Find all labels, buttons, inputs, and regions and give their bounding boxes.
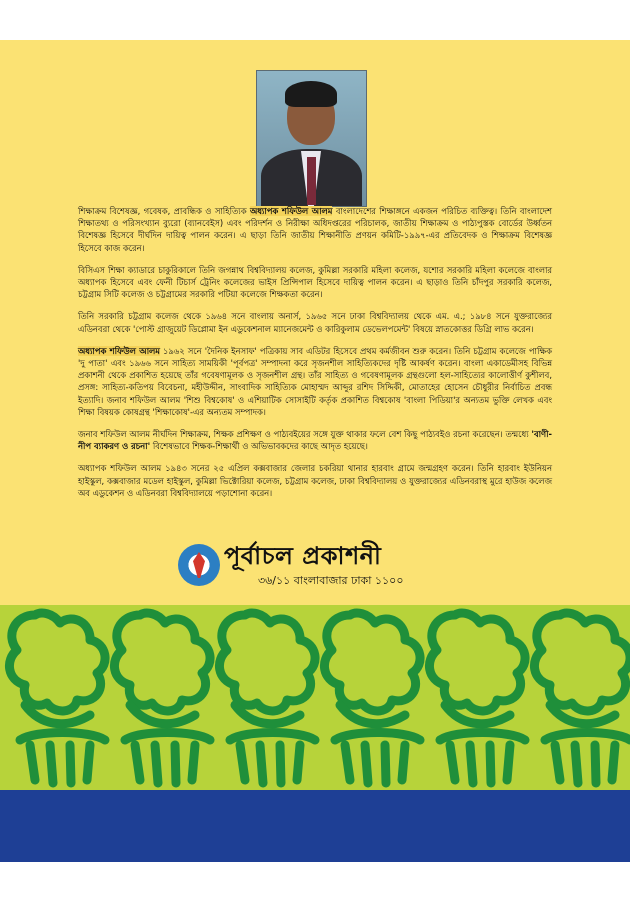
author-biography [78, 205, 552, 509]
bio-text: বাংলাদেশের শিক্ষাঙ্গনে একজন পরিচিত ব্যক্তিত্ব। তিনি বাংলাদেশ শিক্ষাতথ্য ও পরিসংখ্যান ব্যুরো (ব্যানবেইস) এবং পরিদর্শন ও নিরীক্ষা অধিদপ্তরের পরিচালক, জাতীয় শিক্ষাক্রম ও পাঠ্যপুস্তক বোর্ডের উর্ধ্বতন বিশেষজ্ঞ হিসেবে দীর্ঘদিন দায়িত্ব পালন করেন। এ ছাড়া তিনি জাতীয় শিক্ষানীতি প্রণয়ন কমিটি-১৯৯৭-এর প্রতিবেদক ও শিক্ষাক্রম বিশেষজ্ঞ হিসেবে কাজ করেন। [78, 206, 552, 253]
bio-text: ১৯৬২ সনে 'দৈনিক ইনসাফ' পত্রিকায় সাব এডিটর হিসেবে প্রথম কর্মজীবন শুরু করেন। তিনি চট্টগ্রাম কলেজে পাক্ষিক 'দু পাতা' এবং ১৯৬৬ সনে সাহিত্য সাময়িকী 'পূর্বপত্র' সম্পাদনা করে সৃজনশীল সাহিত্যিকদের দৃষ্টি আকর্ষণ করেন। বাংলা একাডেমীসহ বিভিন্ন প্রকাশনী থেকে প্রকাশিত হয়েছে তাঁর গবেষণামূলক ও সৃজনশীল গ্রন্থ। তাঁর সাহিত্য ও গবেষণামূলক গ্রন্থগুলো হল-সাহিত্যের কালোত্তীর্ণ কুশীলব, প্রসঙ্গ: সাহিত্য-কতিপয় বিবেচনা, মহীউদ্দীন, সাংবাদিক সাহিত্যিক মোহাম্মদ আব্দুর রশিদ সিদ্দিকী, মোতাহের হোসেন চৌধুরীর নির্বাচিত প্রবন্ধ ইত্যাদি। জনাব শফিউল আলম 'শিশু বিশ্বকোষ' ও এশিয়াটিক সোসাইটি কর্তৃক প্রকাশিত বিশ্বকোষ 'বাংলা পিডিয়া'র অন্যতম ভুক্তি লেখক এবং শিক্ষা বিষয়ক কোষগ্রন্থ 'শিক্ষাকোষ'-এর অন্যতম সম্পাদক। [78, 345, 553, 417]
ornament-band [0, 605, 630, 790]
bio-text: বিসিএস শিক্ষা ক্যাডারে চাকুরিকালে তিনি জগন্নাথ বিশ্ববিদ্যালয় কলেজ, কুমিল্লা সরকারি মহিলা কলেজ, যশোর সরকারি মহিলা কলেজে বাংলার অধ্যাপক হিসেবে এবং ফেনী টিচার্স ট্রেনিং কলেজের ভাইস প্রিন্সিপাল হিসেবে দায়িত্ব পালন করেন। এ ছাড়াও তিনি চাঁদপুর সরকারি কলেজ, চট্টগ্রাম সিটি কলেজ ও চট্টগ্রামের সরকারি পটিয়া কলেজে শিক্ষকতা করেন। [78, 264, 552, 300]
ornament-motif [219, 613, 315, 783]
publisher-address: ৩৬/১১ বাংলাবাজার ঢাকা ১১০০ [258, 574, 404, 587]
author-photo [256, 70, 367, 207]
ornament-motif [534, 613, 630, 783]
bio-text: অধ্যাপক শফিউল আলম ১৯৪৩ সনের ২৫ এপ্রিল কক্সবাজার জেলার চকরিয়া থানার হারবাং গ্রামে জন্মগ্রহণ করেন। তিনি হারবাং ইউনিয়ন হাইস্কুল, কক্সবাজার মডেল হাইস্কুল, কুমিল্লা ভিক্টোরিয়া কলেজ, চট্টগ্রাম কলেজ, ঢাকা বিশ্ববিদ্যালয় ও যুক্তরাজ্যের এডিনবরাস্থ মুরে হাউজ কলেজ অব এডুকেশন ও এডিনবরা বিশ্ববিদ্যালয়ে পড়াশোনা করেন। [78, 463, 552, 498]
bio-text: জনাব শফিউল আলম নীর্ঘদিন শিক্ষাক্রম, শিক্ষক প্রশিক্ষণ ও পাঠ্যবইয়ের সঙ্গে যুক্ত থাকার ফলে বেশ কিছু পাঠ্যবইও রচনা করেছেন। তন্মধ্যে [78, 429, 532, 440]
author-photo-tie [307, 157, 316, 205]
publisher-name: পূর্বাচল প্রকাশনী [224, 542, 382, 570]
ornament-motif [429, 613, 525, 783]
author-name-highlight: অধ্যাপক শফিউল আলম [249, 206, 333, 216]
bio-paragraph-6 [78, 462, 552, 499]
ornament-motif [324, 613, 420, 783]
bio-text: তিনি সরকারি চট্টগ্রাম কলেজ থেকে ১৯৬৪ সনে বাংলায় অনার্স, ১৯৬৫ সনে ঢাকা বিশ্ববিদ্যালয় থেকে এম. এ.; ১৯৮৪ সনে যুক্তরাজ্যের এডিনবরা থেকে 'পোস্ট গ্রাজুয়েট ডিপ্লোমা ইন এডুকেশনাল ম্যানেজমেন্ট ও কারিকুলাম ডেভেলপমেন্ট' বিষয়ে স্নাতকোত্তর ডিগ্রি লাভ করেন। [78, 311, 552, 334]
author-photo-hair [285, 81, 337, 107]
bio-paragraph-2 [78, 264, 552, 301]
ornament-motif [114, 613, 210, 783]
bio-paragraph-5 [78, 428, 552, 452]
bio-paragraph-4 [78, 345, 552, 418]
pen-nib-logo-icon [178, 544, 220, 586]
author-name-highlight: অধ্যাপক শফিউল আলম [78, 345, 160, 356]
book-title-highlight: 'বাণী-নীপ ব্যাকরণ ও রচনা' [78, 429, 552, 452]
bottom-blue-band [0, 790, 630, 862]
book-back-cover [0, 40, 630, 862]
bio-paragraph-1 [78, 205, 552, 254]
publisher-block [178, 540, 458, 600]
bio-paragraph-3 [78, 310, 552, 334]
bio-text: বিশেষভাবে শিক্ষক-শিক্ষার্থী ও অভিভাবকদের কাছে আদৃত হয়েছে। [150, 441, 368, 452]
ornament-motif [9, 613, 105, 783]
ornament-pattern [0, 605, 630, 790]
bio-text: শিক্ষাক্রম বিশেষজ্ঞ, গবেষক, প্রাবন্ধিক ও সাহিত্যিক [78, 206, 250, 216]
